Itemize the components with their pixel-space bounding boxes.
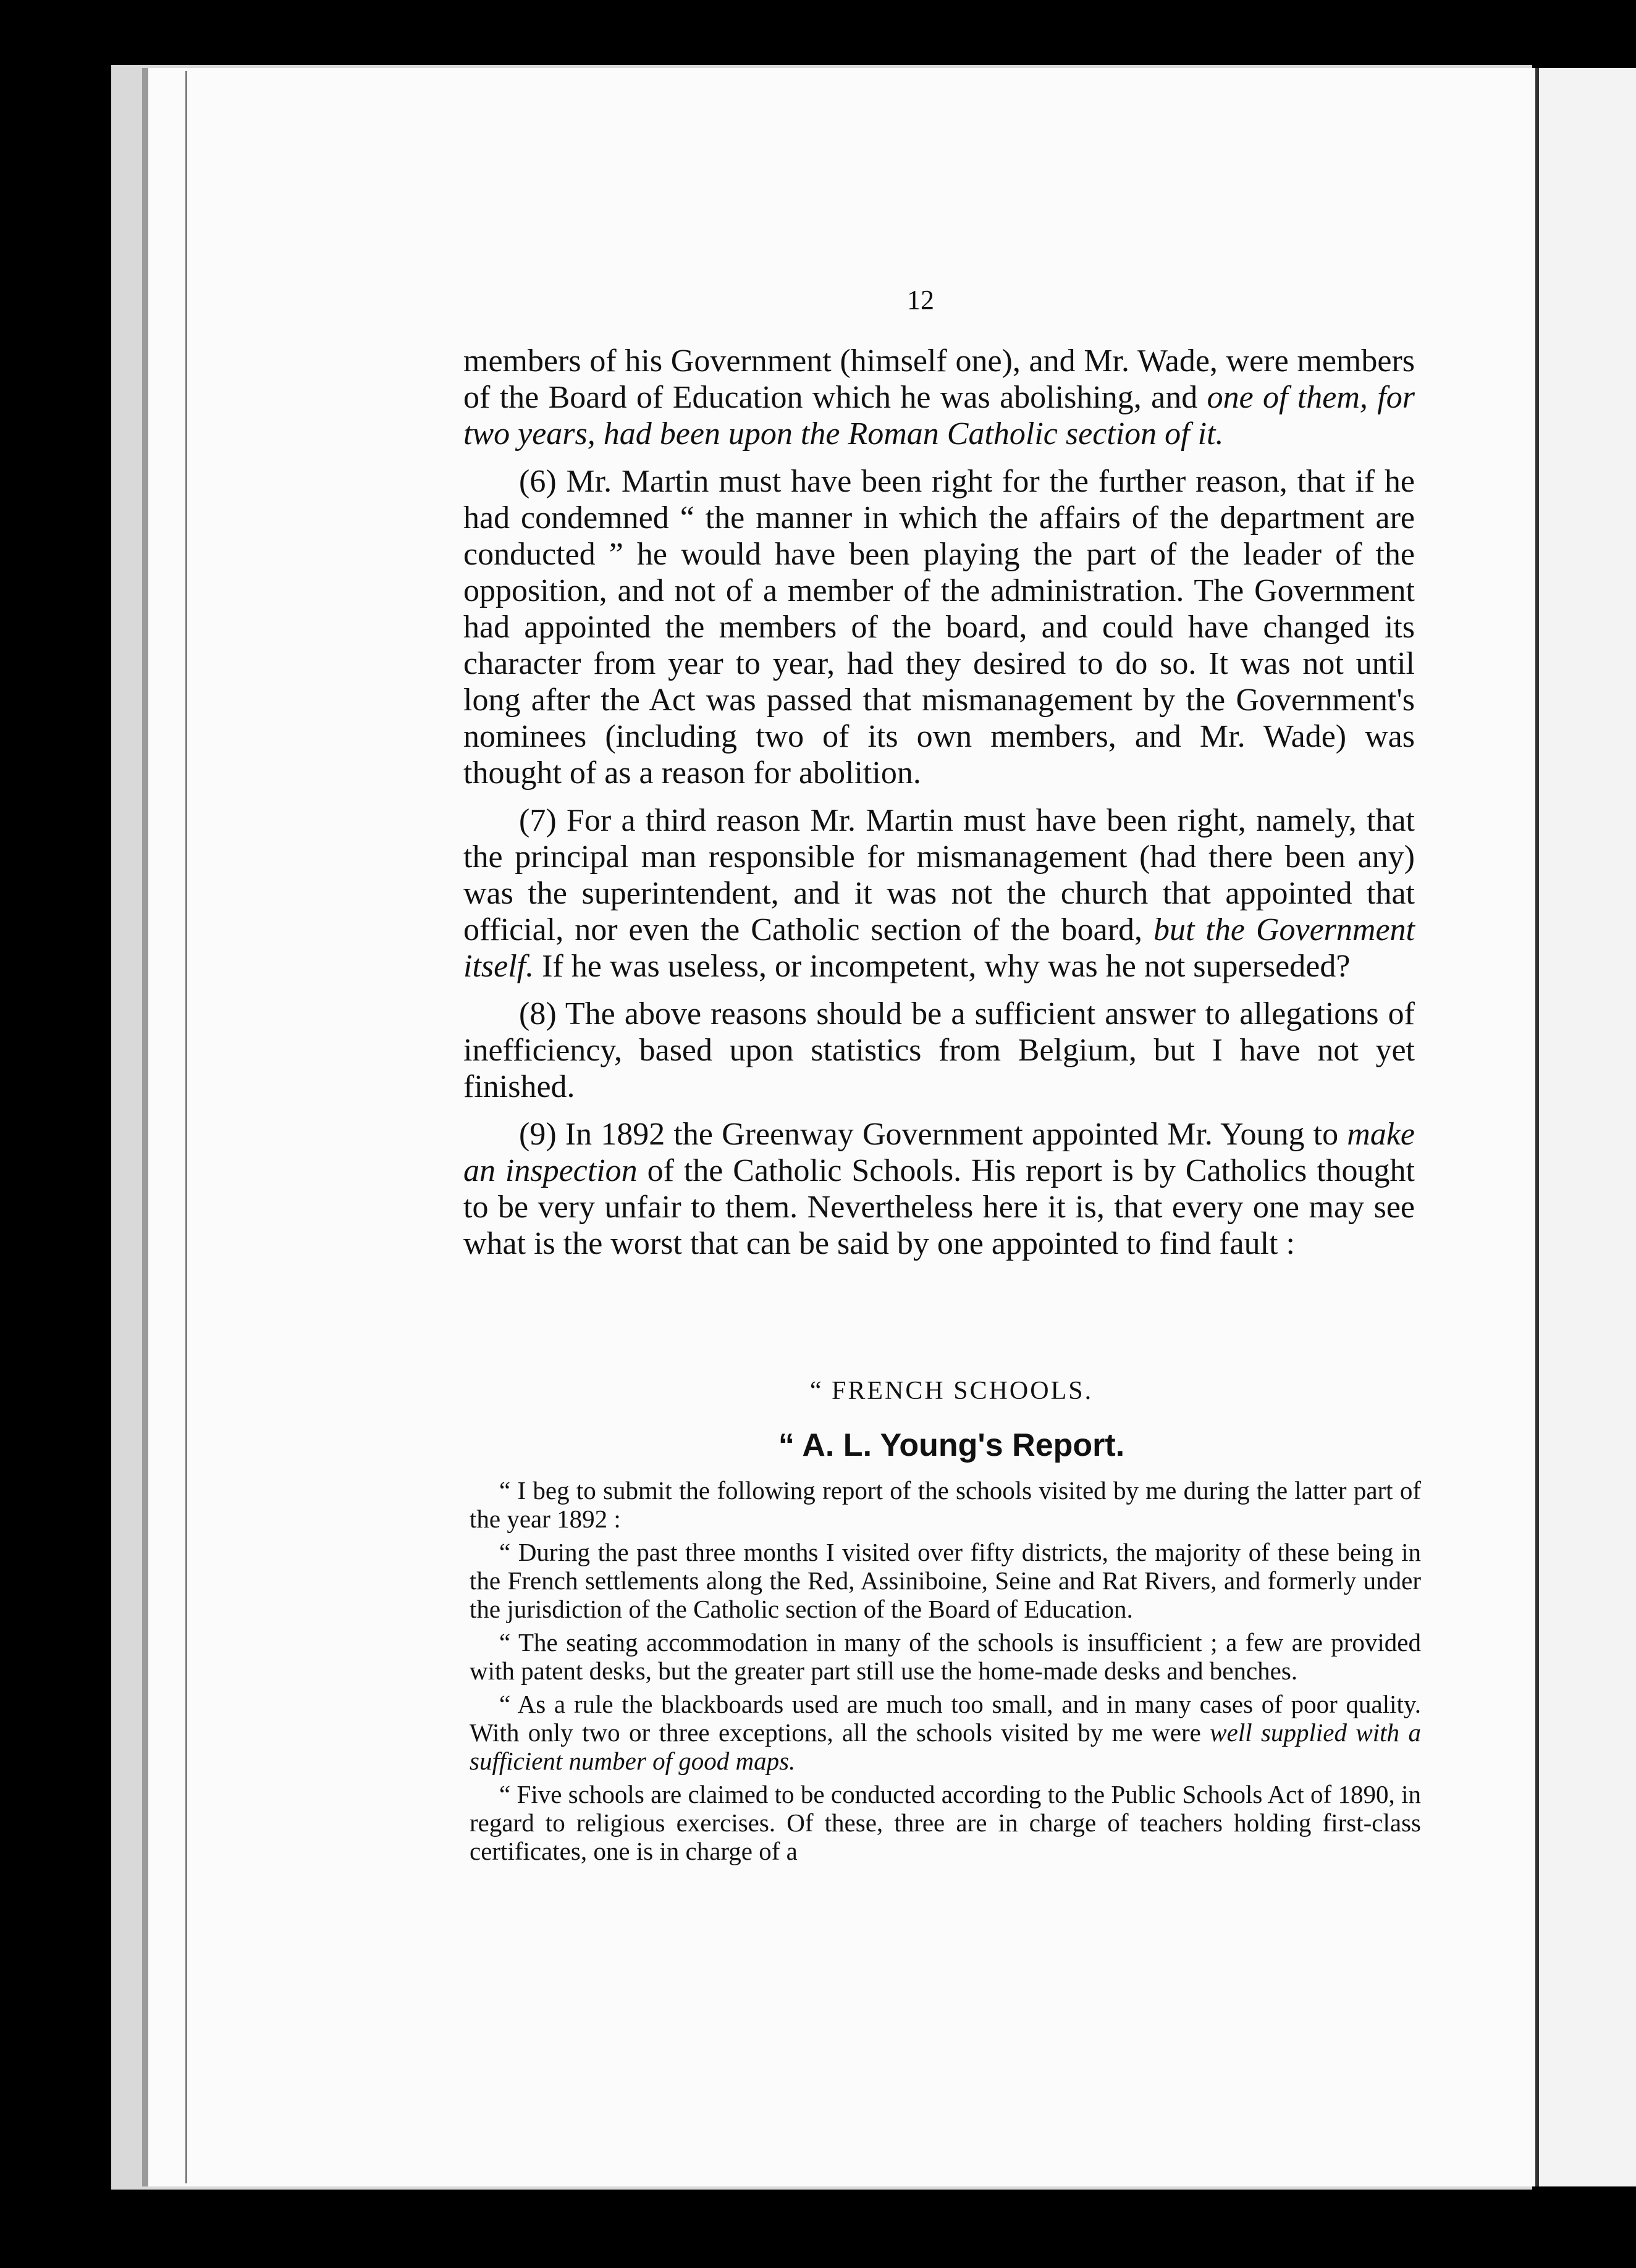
facing-page-edge (1535, 68, 1636, 2186)
report-paragraph: “ During the past three months I visited over fifty districts, the majority of these being in the French settlements along the Red, Assiniboine, Seine and Rat Rivers, and formerly under the jurisdiction of the Catholic section of the Board of Education. (470, 1538, 1421, 1623)
paragraph-6: (6) Mr. Martin must have been right for the further reason, that if he had condemned “ the manner in which the affairs of the department are conducted ” he would have been playing the part of the leader of the opposition, and not of a member of the administration. The Government had appointed the members of the board, and could have changed its character from year to year, had they desired to do so. It was not until long after the Act was passed that mismanagement by the Government's nominees (including two of its own members, and Mr. Wade) was thought of as a reason for abolition. (463, 464, 1415, 791)
report-paragraph: “ I beg to submit the following report of the schools visited by me during the latter part of the year 1892 : (470, 1476, 1421, 1533)
report-quote (470, 1476, 1421, 1870)
paragraph-8: (8) The above reasons should be a sufficient answer to allegations of inefficiency, based upon statistics from Belgium, but I have not yet finished. (463, 996, 1415, 1104)
page-edge-line (185, 71, 187, 2183)
body-text (463, 343, 1415, 1262)
paragraph-7: (7) For a third reason Mr. Martin must have been right, namely, that the principal man responsible for mismanagement (had there been any) was the superintendent, and it was not the church that appointed that official, nor even the Catholic section of the board, but the Government itself. If he was useless, or incompetent, why was he not superseded? (463, 803, 1415, 984)
paragraph-continuation: members of his Government (himself one), and Mr. Wade, were members of the Board of Education which he was abolishing, and one of them, for two years, had been upon the Roman Catholic section of it. (463, 343, 1415, 452)
page-number: 12 (907, 285, 934, 315)
report-paragraph: “ Five schools are claimed to be conducted according to the Public Schools Act of 1890, in regard to religious exercises. Of these, three are in charge of teachers holding first-class certificates, one is in charge of a (470, 1780, 1421, 1865)
section-heading-french-schools: “ FRENCH SCHOOLS. (809, 1377, 1094, 1405)
paragraph-9: (9) In 1892 the Greenway Government appointed Mr. Young to make an inspection of the Catholic Schools. His report is by Catholics thought to be very unfair to them. Nevertheless here it is, that every one may see what is the worst that can be said by one appointed to find fault : (463, 1117, 1415, 1261)
report-heading: “ A. L. Young's Report. (778, 1427, 1125, 1463)
report-paragraph: “ As a rule the blackboards used are much too small, and in many cases of poor quality. With only two or three exceptions, all the schools visited by me were well supplied with a sufficient number of good maps. (470, 1690, 1421, 1775)
report-paragraph: “ The seating accommodation in many of the schools is insufficient ; a few are provided with patent desks, but the greater part still use the home-made desks and benches. (470, 1628, 1421, 1685)
